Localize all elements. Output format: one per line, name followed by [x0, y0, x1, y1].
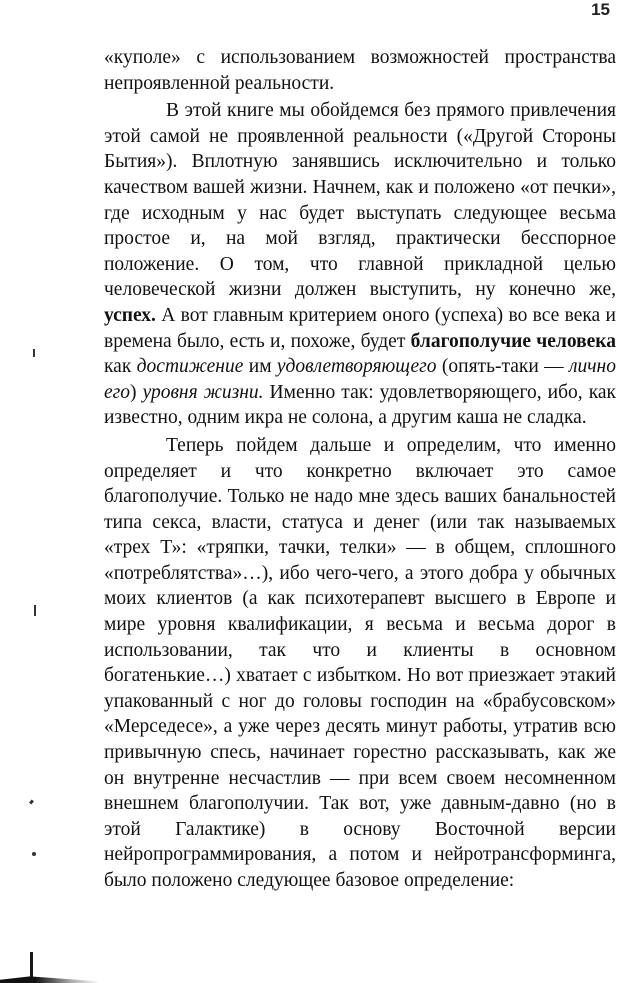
body-text — [104, 45, 616, 894]
text-run: Теперь пойдем дальше и определим, что именно определяет и что конкретно включает это самое благополучие. Только не надо мне здесь ваших банальностей типа секса, власти, статуса и денег (или так называемых «трех Т»: «тряпки, тачки, телки» — в общем, сплошного «потреблятства»…), ибо чего-чего, а этого добра у обычных моих клиентов (а как психотерапевт высшего в Европе и мире уровня квалификации, я весьма и весьма дорог в использовании, так что и клиенты в основном богатенькие…) хватает с избытком. Но вот приезжает этакий упакованный с ног до головы господин на «брабусовском» «Мерседесе», а уже через десять минут работы, утратив всю привычную спесь, начинает горестно рассказывать, как же он внутренне несчастлив — при всем своем несомненном внешнем благополучии. Так вот, уже давным-давно (но в этой Галактике) в основу Восточной версии нейропрограммирования, а потом и нейротрансформинга, было положено следующее базовое определение: — [104, 434, 616, 891]
text-run: Именно так: удовлетворяющего, ибо, как известно, одним икра не солона, а другим каша не сладка. — [104, 381, 617, 429]
italic-text: достижение — [136, 356, 244, 378]
paragraph — [104, 98, 616, 431]
text-run: как — [104, 356, 137, 378]
italic-text: удовлетворяющего — [276, 356, 437, 378]
bold-text: успех. — [104, 304, 156, 326]
paragraph — [104, 45, 616, 96]
page-binding-shadow — [0, 972, 100, 983]
margin-mark — [34, 605, 36, 616]
text-run: В этой книге мы обойдемся без прямого привлечения этой самой не проявленной реальности («Другой Стороны Бытия»). Вплотную занявшись исключительно и только качеством вашей жизни. Начнем, как и положено «от печки», где исходным у нас будет выступать следующее весьма простое и, на мой взгляд, практически бесспорное положение. О том, что главной прикладной целью человеческой жизни должен выступить, ну конечно же, — [104, 100, 616, 301]
text-run: А вот главным критерием оного (успеха) во все века и времена было, есть и, похоже, будет — [104, 304, 616, 352]
bold-text: благополучие человека — [410, 330, 616, 352]
text-run: им — [243, 356, 277, 378]
margin-mark — [29, 800, 34, 805]
italic-text: уровня жизни. — [142, 381, 264, 403]
text-run: «куполе» с использованием возможностей пространства непроявленной реальности. — [104, 47, 616, 94]
margin-mark — [33, 349, 35, 357]
text-run: (опять-таки — — [436, 356, 569, 378]
paragraph — [104, 433, 616, 894]
margin-mark — [32, 852, 36, 856]
italic-text: лично его — [104, 356, 616, 403]
page-number: 15 — [591, 0, 610, 19]
text-run: ) — [130, 381, 143, 403]
